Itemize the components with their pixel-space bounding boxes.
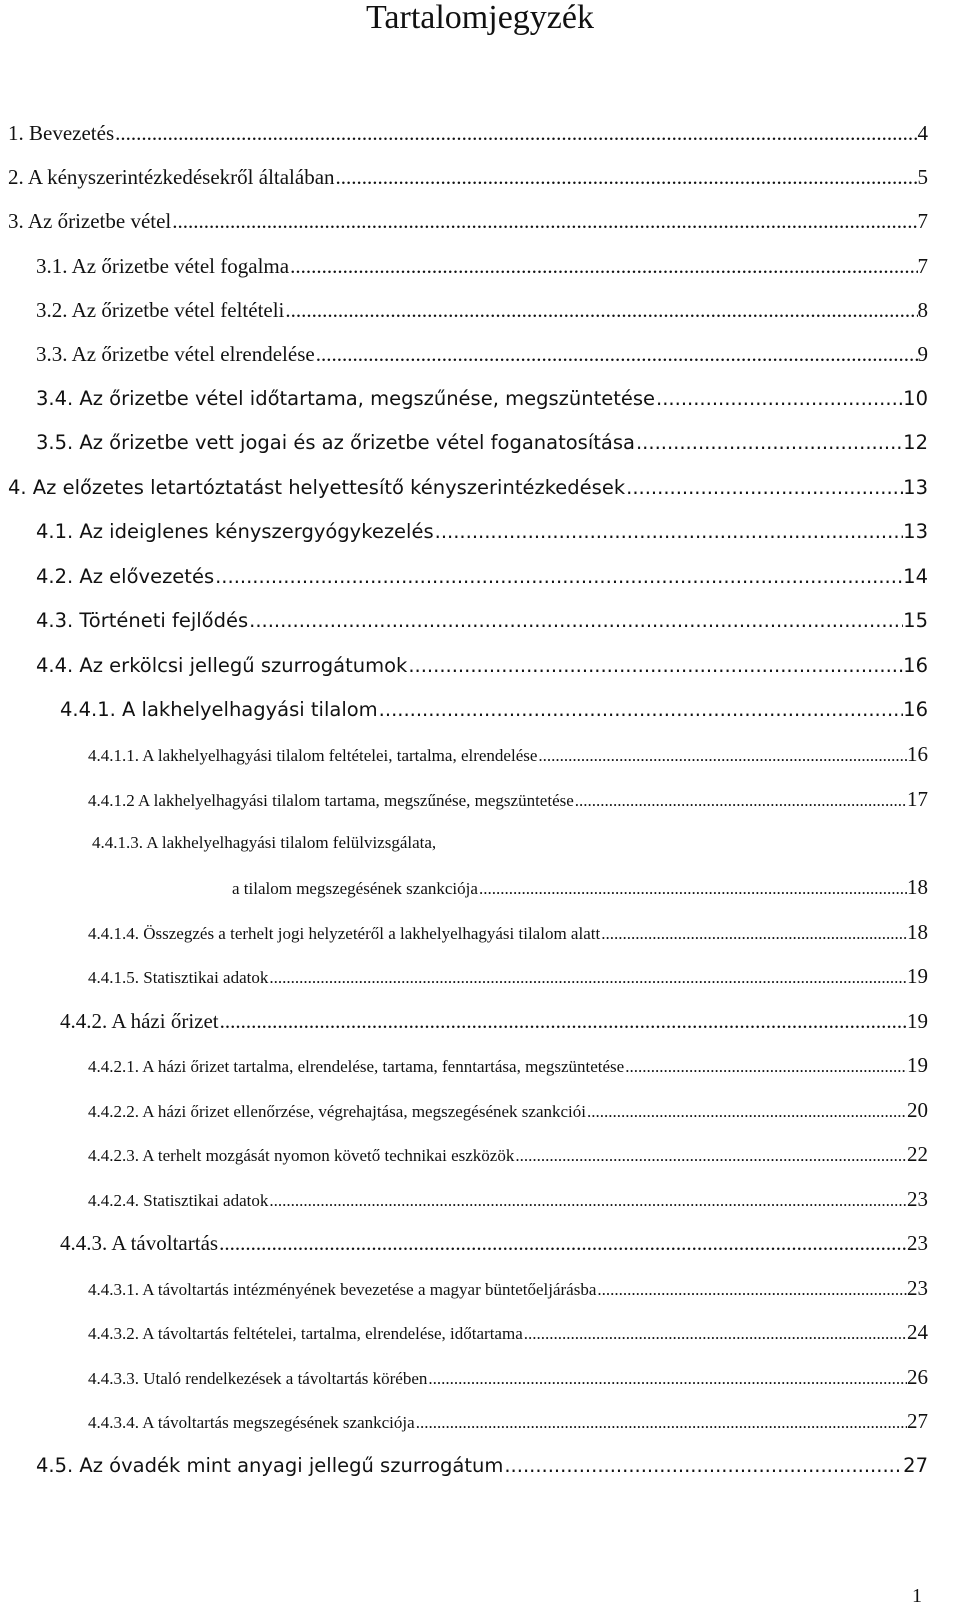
toc-entry-page: 16	[903, 698, 928, 721]
toc-entry-page: 27	[903, 1454, 928, 1477]
toc-entry[interactable]	[60, 696, 928, 724]
toc-entry-page: 16	[907, 742, 928, 766]
toc-entry-title: 4.4.1.3. A lakhelyelhagyási tilalom felülvizsgálata,	[92, 833, 437, 852]
toc-entry[interactable]	[60, 1007, 928, 1035]
toc-entry-title: 3.3. Az őrizetbe vétel elrendelése	[36, 342, 315, 366]
toc-entry-title: 4.4.3.1. A távoltartás intézményének bevezetése a magyar büntetőeljárásba	[88, 1280, 597, 1299]
toc-entry-title: 4.4.2.1. A házi őrizet tartalma, elrendelése, tartama, fenntartása, megszüntetése	[88, 1057, 625, 1076]
toc-entry[interactable]	[88, 962, 928, 992]
toc-entry-page: 18	[907, 875, 928, 899]
toc-entry-page: 23	[907, 1187, 928, 1211]
toc-entry-title: 4.4.1.2 A lakhelyelhagyási tilalom tartama, megszűnése, megszüntetése	[88, 791, 574, 810]
toc-entry[interactable]	[8, 207, 928, 235]
toc-entry-page: 13	[903, 520, 928, 543]
toc-entry-page: 27	[907, 1409, 928, 1433]
toc-entry-page: 12	[903, 431, 928, 454]
toc-entry-title: 4.4.2.3. A terhelt mozgását nyomon követő technikai eszközök	[88, 1146, 515, 1165]
toc-entry[interactable]	[36, 1452, 928, 1480]
toc-entry[interactable]	[8, 163, 928, 191]
toc-entry-page: 20	[907, 1098, 928, 1122]
toc-entry-page: 24	[907, 1320, 928, 1344]
toc-leader	[601, 920, 907, 948]
toc-entry-title: 4.4.1.5. Statisztikai adatok	[88, 968, 269, 987]
toc-entry[interactable]	[36, 429, 928, 457]
toc-entry-title: 4.4.3.2. A távoltartás feltételei, tartalma, elrendelése, időtartama	[88, 1324, 523, 1343]
toc-entry-title: 4.4.2.2. A házi őrizet ellenőrzése, végrehajtása, megszegésének szankciói	[88, 1102, 586, 1121]
toc-leader	[575, 787, 907, 815]
toc-entry[interactable]	[88, 785, 928, 815]
toc-entry-page: 8	[917, 298, 928, 322]
toc-entry-title: 4.4.3.4. A távoltartás megszegésének szankciója	[88, 1413, 415, 1432]
toc-entry[interactable]	[36, 518, 928, 546]
page-title: Tartalomjegyzék	[366, 0, 594, 36]
toc-leader	[290, 252, 917, 280]
toc-entry[interactable]	[88, 1274, 928, 1304]
toc-leader	[479, 875, 907, 903]
toc-leader	[587, 1098, 907, 1126]
toc-entry-page: 13	[903, 476, 928, 499]
toc-leader	[269, 1187, 907, 1215]
toc-entry-title: 4.4.2. A házi őrizet	[60, 1009, 219, 1033]
toc-leader	[408, 652, 903, 680]
toc-entry-title: 3.1. Az őrizetbe vétel fogalma	[36, 254, 290, 278]
toc-entry-page: 23	[907, 1276, 928, 1300]
toc-leader	[172, 207, 917, 235]
toc-entry-title: 4.4.1.1. A lakhelyelhagyási tilalom feltételei, tartalma, elrendelése	[88, 746, 538, 765]
toc-entry-page: 23	[907, 1231, 928, 1255]
toc-entry-title: 2. A kényszerintézkedésekről általában	[8, 165, 335, 189]
toc-entry[interactable]	[36, 252, 928, 280]
toc-entry-page: 19	[907, 1053, 928, 1077]
toc-entry[interactable]	[60, 1229, 928, 1257]
toc-entry[interactable]	[232, 873, 928, 903]
toc-entry-title: 4.4.1. A lakhelyelhagyási tilalom	[60, 698, 378, 721]
toc-leader	[249, 607, 903, 635]
toc-entry[interactable]	[36, 340, 928, 368]
toc-entry-title: 4.1. Az ideiglenes kényszergyógykezelés	[36, 520, 434, 543]
toc-leader	[597, 1276, 907, 1304]
toc-leader	[538, 742, 907, 770]
toc-entry-page: 17	[907, 787, 928, 811]
toc-entry-title: 3. Az őrizetbe vétel	[8, 209, 172, 233]
toc-leader	[626, 474, 903, 502]
toc-entry-title: 4.5. Az óvadék mint anyagi jellegű szurrogátum	[36, 1454, 504, 1477]
toc-entry-page: 4	[917, 121, 928, 145]
toc-leader	[625, 1053, 907, 1081]
toc-leader	[215, 563, 903, 591]
toc-leader	[115, 119, 917, 147]
toc-entry[interactable]	[88, 1140, 928, 1170]
toc-entry-title: 3.5. Az őrizetbe vett jogai és az őrizetbe vétel foganatosítása	[36, 431, 635, 454]
toc-leader	[435, 518, 904, 546]
toc-entry-page: 5	[917, 165, 928, 189]
toc-entry-title: 4.4.1.4. Összegzés a terhelt jogi helyzetéről a lakhelyelhagyási tilalom alatt	[88, 924, 601, 943]
toc-entry-page: 19	[907, 964, 928, 988]
toc-entry-page: 15	[903, 609, 928, 632]
toc-leader	[285, 296, 917, 324]
toc-entry[interactable]	[88, 740, 928, 770]
toc-entry[interactable]	[88, 918, 928, 948]
toc-leader	[416, 1409, 907, 1437]
toc-leader	[336, 163, 918, 191]
toc-leader	[379, 696, 904, 724]
toc-entry-title: 1. Bevezetés	[8, 121, 115, 145]
toc-leader	[428, 1365, 907, 1393]
toc-leader	[269, 964, 907, 992]
toc-leader	[316, 340, 918, 368]
toc-entry-page: 22	[907, 1142, 928, 1166]
toc-entry-title: 3.4. Az őrizetbe vétel időtartama, megszűnése, megszüntetése	[36, 387, 656, 410]
toc-leader	[636, 429, 903, 457]
toc-entry[interactable]	[88, 1096, 928, 1126]
toc-entry[interactable]	[88, 1363, 928, 1393]
toc-leader	[504, 1452, 903, 1480]
toc-entry-title: 4.4.3. A távoltartás	[60, 1231, 219, 1255]
toc-entry[interactable]	[36, 296, 928, 324]
toc-entry-title: 4.4.2.4. Statisztikai adatok	[88, 1191, 269, 1210]
toc-leader	[515, 1142, 907, 1170]
toc-entry-page: 10	[903, 387, 928, 410]
toc-entry-title-continuation: a tilalom megszegésének szankciója	[232, 879, 478, 898]
toc-entry-page: 18	[907, 920, 928, 944]
toc-entry-title: 4. Az előzetes letartóztatást helyettesítő kényszerintézkedések	[8, 476, 626, 499]
toc-entry[interactable]	[88, 1318, 928, 1348]
toc-entry-page: 9	[917, 342, 928, 366]
toc-leader	[219, 1229, 907, 1257]
toc-entry-page: 19	[907, 1009, 928, 1033]
toc-entry[interactable]	[8, 119, 928, 147]
toc-leader	[220, 1007, 907, 1035]
toc-entry[interactable]	[36, 563, 928, 591]
toc-entry[interactable]	[88, 1185, 928, 1215]
toc-entry-page: 16	[903, 654, 928, 677]
toc-entry-title: 4.4.3.3. Utaló rendelkezések a távoltartás körében	[88, 1369, 428, 1388]
toc-entry[interactable]	[8, 474, 928, 502]
toc-entry-title: 4.2. Az elővezetés	[36, 565, 215, 588]
toc-entry-title: 4.3. Történeti fejlődés	[36, 609, 249, 632]
toc-entry[interactable]	[36, 607, 928, 635]
toc-entry-title: 4.4. Az erkölcsi jellegű szurrogátumok	[36, 654, 408, 677]
toc-entry[interactable]	[88, 1407, 928, 1437]
toc-leader	[656, 385, 903, 413]
toc-entry-page: 14	[903, 565, 928, 588]
toc-entry-page: 26	[907, 1365, 928, 1389]
toc-entry[interactable]	[88, 1051, 928, 1081]
toc-entry-page: 7	[917, 254, 928, 278]
toc-leader	[524, 1320, 907, 1348]
toc-entry[interactable]	[36, 652, 928, 680]
toc-entry-title: 3.2. Az őrizetbe vétel feltételi	[36, 298, 285, 322]
page-number: 1	[912, 1585, 922, 1607]
toc-entry[interactable]	[36, 385, 928, 413]
toc-entry-page: 7	[917, 209, 928, 233]
